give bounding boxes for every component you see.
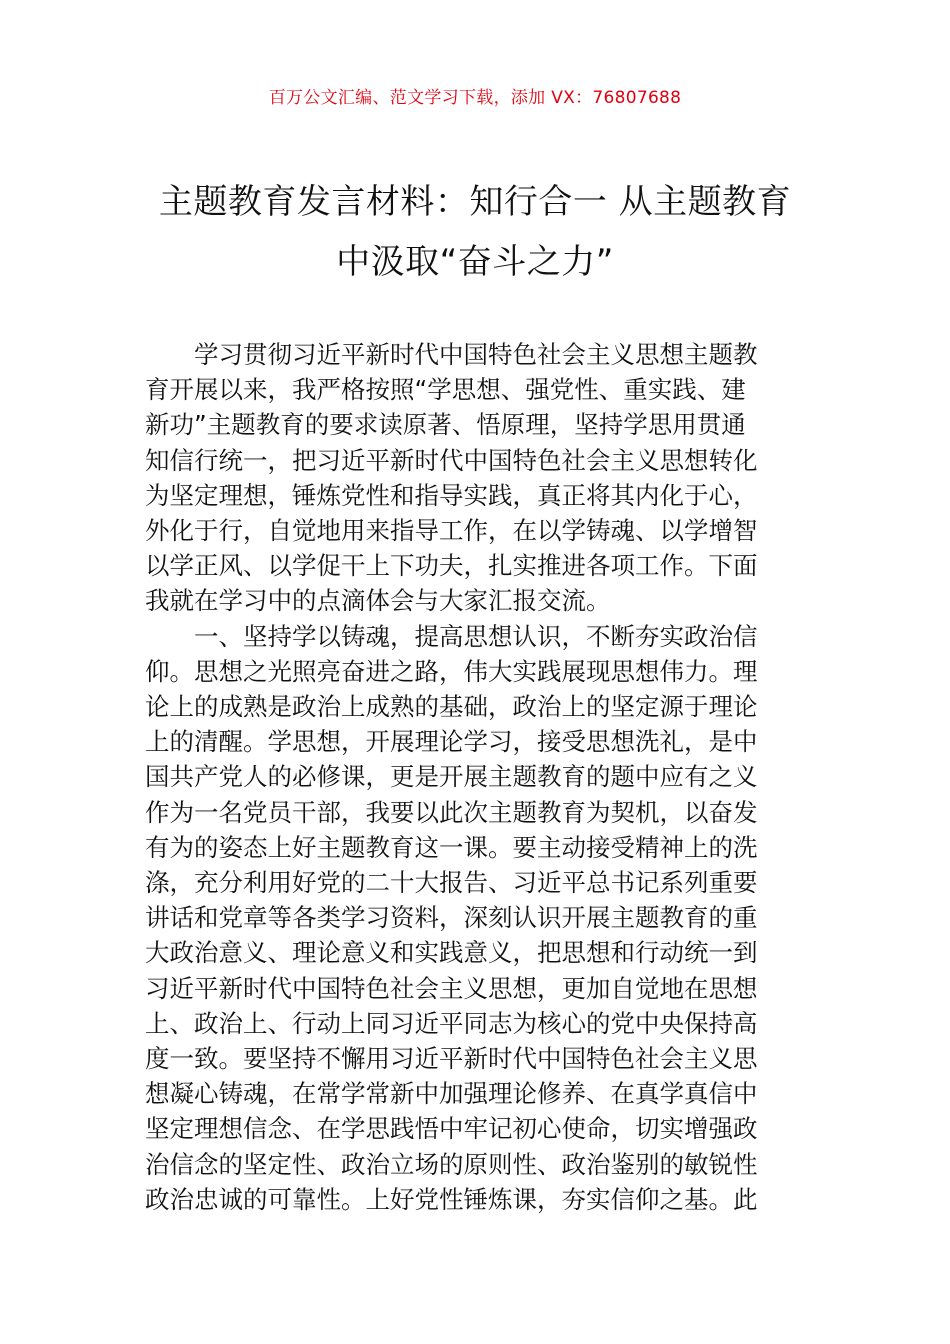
body-line: 想凝心铸魂，在常学常新中加强理论修养、在真学真信中 — [145, 1079, 758, 1109]
body-line: 知信行统一，把习近平新时代中国特色社会主义思想转化 — [145, 445, 758, 475]
body-line: 学习贯彻习近平新时代中国特色社会主义思想主题教 — [194, 340, 758, 369]
body-line: 上、政治上、行动上同习近平同志为核心的党中央保持高 — [145, 1008, 758, 1038]
title-line-2: 中汲取“奋斗之力” — [336, 242, 614, 282]
body-line: 度一致。要坚持不懈用习近平新时代中国特色社会主义思 — [145, 1044, 758, 1074]
body-line: 大政治意义、理论意义和实践意义，把思想和行动统一到 — [145, 938, 758, 968]
body-line: 国共产党人的必修课，更是开展主题教育的题中应有之义 — [145, 762, 758, 792]
body-line: 我就在学习中的点滴体会与大家汇报交流。 — [145, 586, 611, 616]
body-line: 习近平新时代中国特色社会主义思想，更加自觉地在思想 — [145, 973, 758, 1003]
body-line: 以学正风、以学促干上下功夫，扎实推进各项工作。下面 — [145, 551, 758, 581]
body-line: 政治忠诚的可靠性。上好党性锤炼课，夯实信仰之基。此 — [145, 1184, 758, 1214]
body-line: 一、坚持学以铸魂，提高思想认识，不断夯实政治信 — [194, 621, 758, 651]
body-line: 外化于行，自觉地用来指导工作，在以学铸魂、以学增智 — [145, 516, 758, 546]
body-line: 育开展以来，我严格按照“学思想、强党性、重实践、建 — [145, 375, 746, 405]
document-body — [145, 337, 813, 1217]
document-title — [100, 172, 850, 292]
title-line-1: 主题教育发言材料：知行合一 从主题教育 — [158, 182, 792, 222]
header-watermark-note: 百万公文汇编、范文学习下载，添加 VX：76807688 — [268, 88, 682, 108]
body-line: 上的清醒。学思想，开展理论学习，接受思想洗礼，是中 — [145, 727, 758, 757]
body-line: 涤，充分利用好党的二十大报告、习近平总书记系列重要 — [145, 868, 758, 898]
body-line: 治信念的坚定性、政治立场的原则性、政治鉴别的敏锐性 — [145, 1149, 758, 1179]
body-line: 讲话和党章等各类学习资料，深刻认识开展主题教育的重 — [145, 903, 758, 933]
body-line: 为坚定理想，锤炼党性和指导实践，真正将其内化于心， — [145, 480, 758, 510]
body-line: 论上的成熟是政治上成熟的基础，政治上的坚定源于理论 — [145, 692, 758, 722]
body-line: 新功”主题教育的要求读原著、悟原理，坚持学思用贯通 — [145, 410, 746, 440]
body-line: 仰。思想之光照亮奋进之路，伟大实践展现思想伟力。理 — [145, 656, 758, 686]
body-line: 坚定理想信念、在学思践悟中牢记初心使命，切实增强政 — [145, 1114, 758, 1144]
body-line: 有为的姿态上好主题教育这一课。要主动接受精神上的洗 — [145, 832, 758, 862]
body-line: 作为一名党员干部，我要以此次主题教育为契机，以奋发 — [145, 797, 758, 827]
